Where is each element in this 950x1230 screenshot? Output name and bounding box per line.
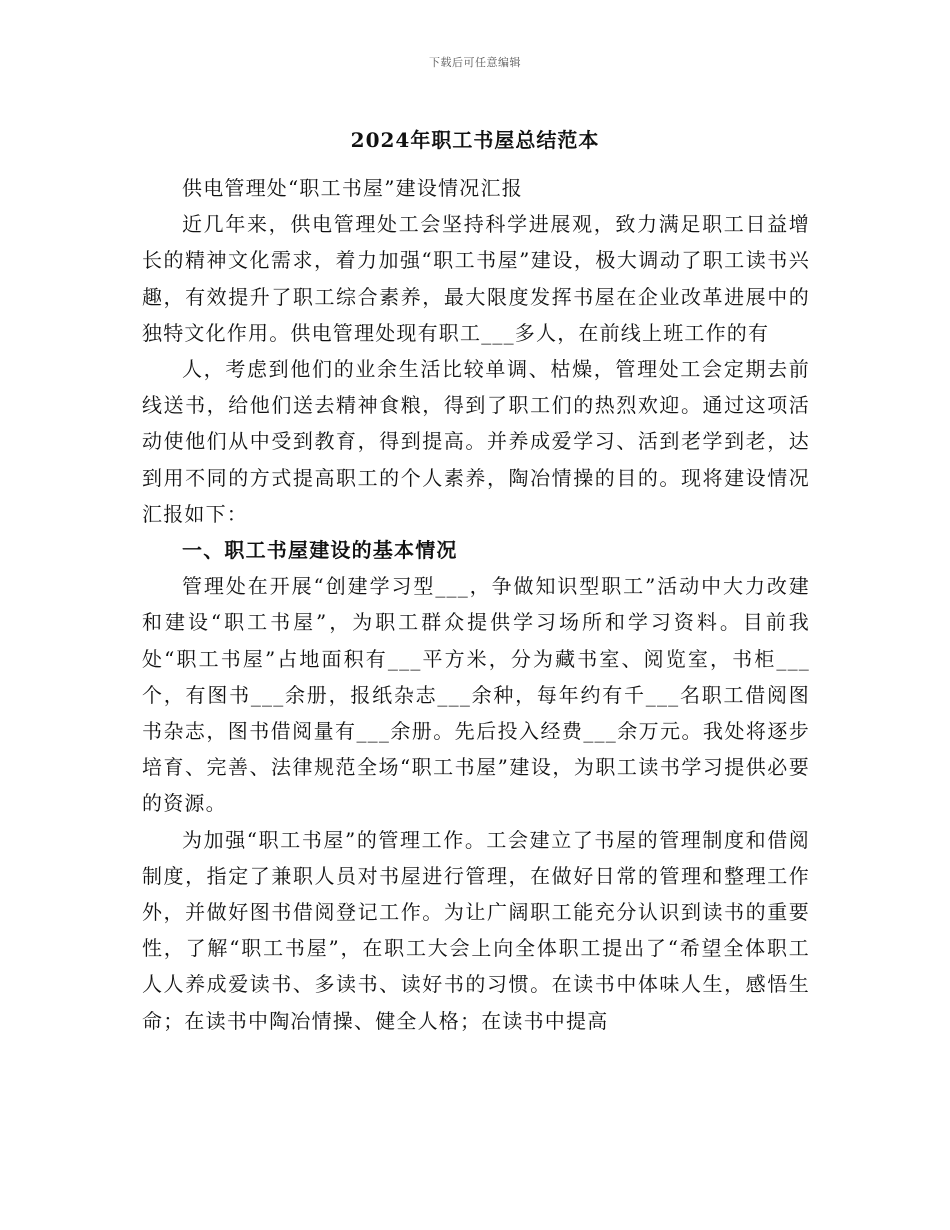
intro-continued-paragraph: 人，考虑到他们的业余生活比较单调、枯燥，管理处工会定期去前线送书，给他们送去精神食粮，得到了职工们的热烈欢迎。通过这项活动使他们从中受到教育，得到提高。并养成爱学习、活到老学到老，达到用不同的方式提高职工的个人素养，陶冶情操的目的。现将建设情况汇报如下： bbox=[142, 357, 810, 526]
section-heading: 一、职工书屋建设的基本情况 bbox=[182, 538, 458, 563]
header-note: 下载后可任意编辑 bbox=[429, 56, 521, 69]
basic-situation-paragraph: 管理处在开展“创建学习型___，争做知识型职工”活动中大力改建和建设“职工书屋”，为职工群众提供学习场所和学习资料。目前我处“职工书屋”占地面积有___平方米，分为藏书室、阅览室，书柜___个，有图书___余册，报纸杂志___余种，每年约有千___名职工借阅图书杂志，图书借阅量有___余册。先后投入经费___余万元。我处将逐步培育、完善、法律规范全场“职工书屋”建设，为职工读书学习提供必要的资源。 bbox=[142, 574, 810, 816]
subtitle-paragraph: 供电管理处“职工书屋”建设情况汇报 bbox=[182, 176, 523, 200]
document-title: 2024年职工书屋总结范本 bbox=[350, 128, 600, 152]
management-paragraph: 为加强“职工书屋”的管理工作。工会建立了书屋的管理制度和借阅制度，指定了兼职人员对书屋进行管理，在做好日常的管理和整理工作外，并做好图书借阅登记工作。为让广阔职工能充分认识到读书的重要性，了解“职工书屋”，在职工大会上向全体职工提出了“希望全体职工人人养成爱读书、多读书、读好书的习惯。在读书中体味人生，感悟生命；在读书中陶冶情操、健全人格；在读书中提高 bbox=[142, 827, 810, 1033]
document-body bbox=[142, 170, 810, 1039]
intro-paragraph: 近几年来，供电管理处工会坚持科学进展观，致力满足职工日益增长的精神文化需求，着力加强“职工书屋”建设，极大调动了职工读书兴趣，有效提升了职工综合素养，最大限度发挥书屋在企业改革进展中的独特文化作用。供电管理处现有职工___多人，在前线上班工作的有 bbox=[142, 212, 810, 345]
